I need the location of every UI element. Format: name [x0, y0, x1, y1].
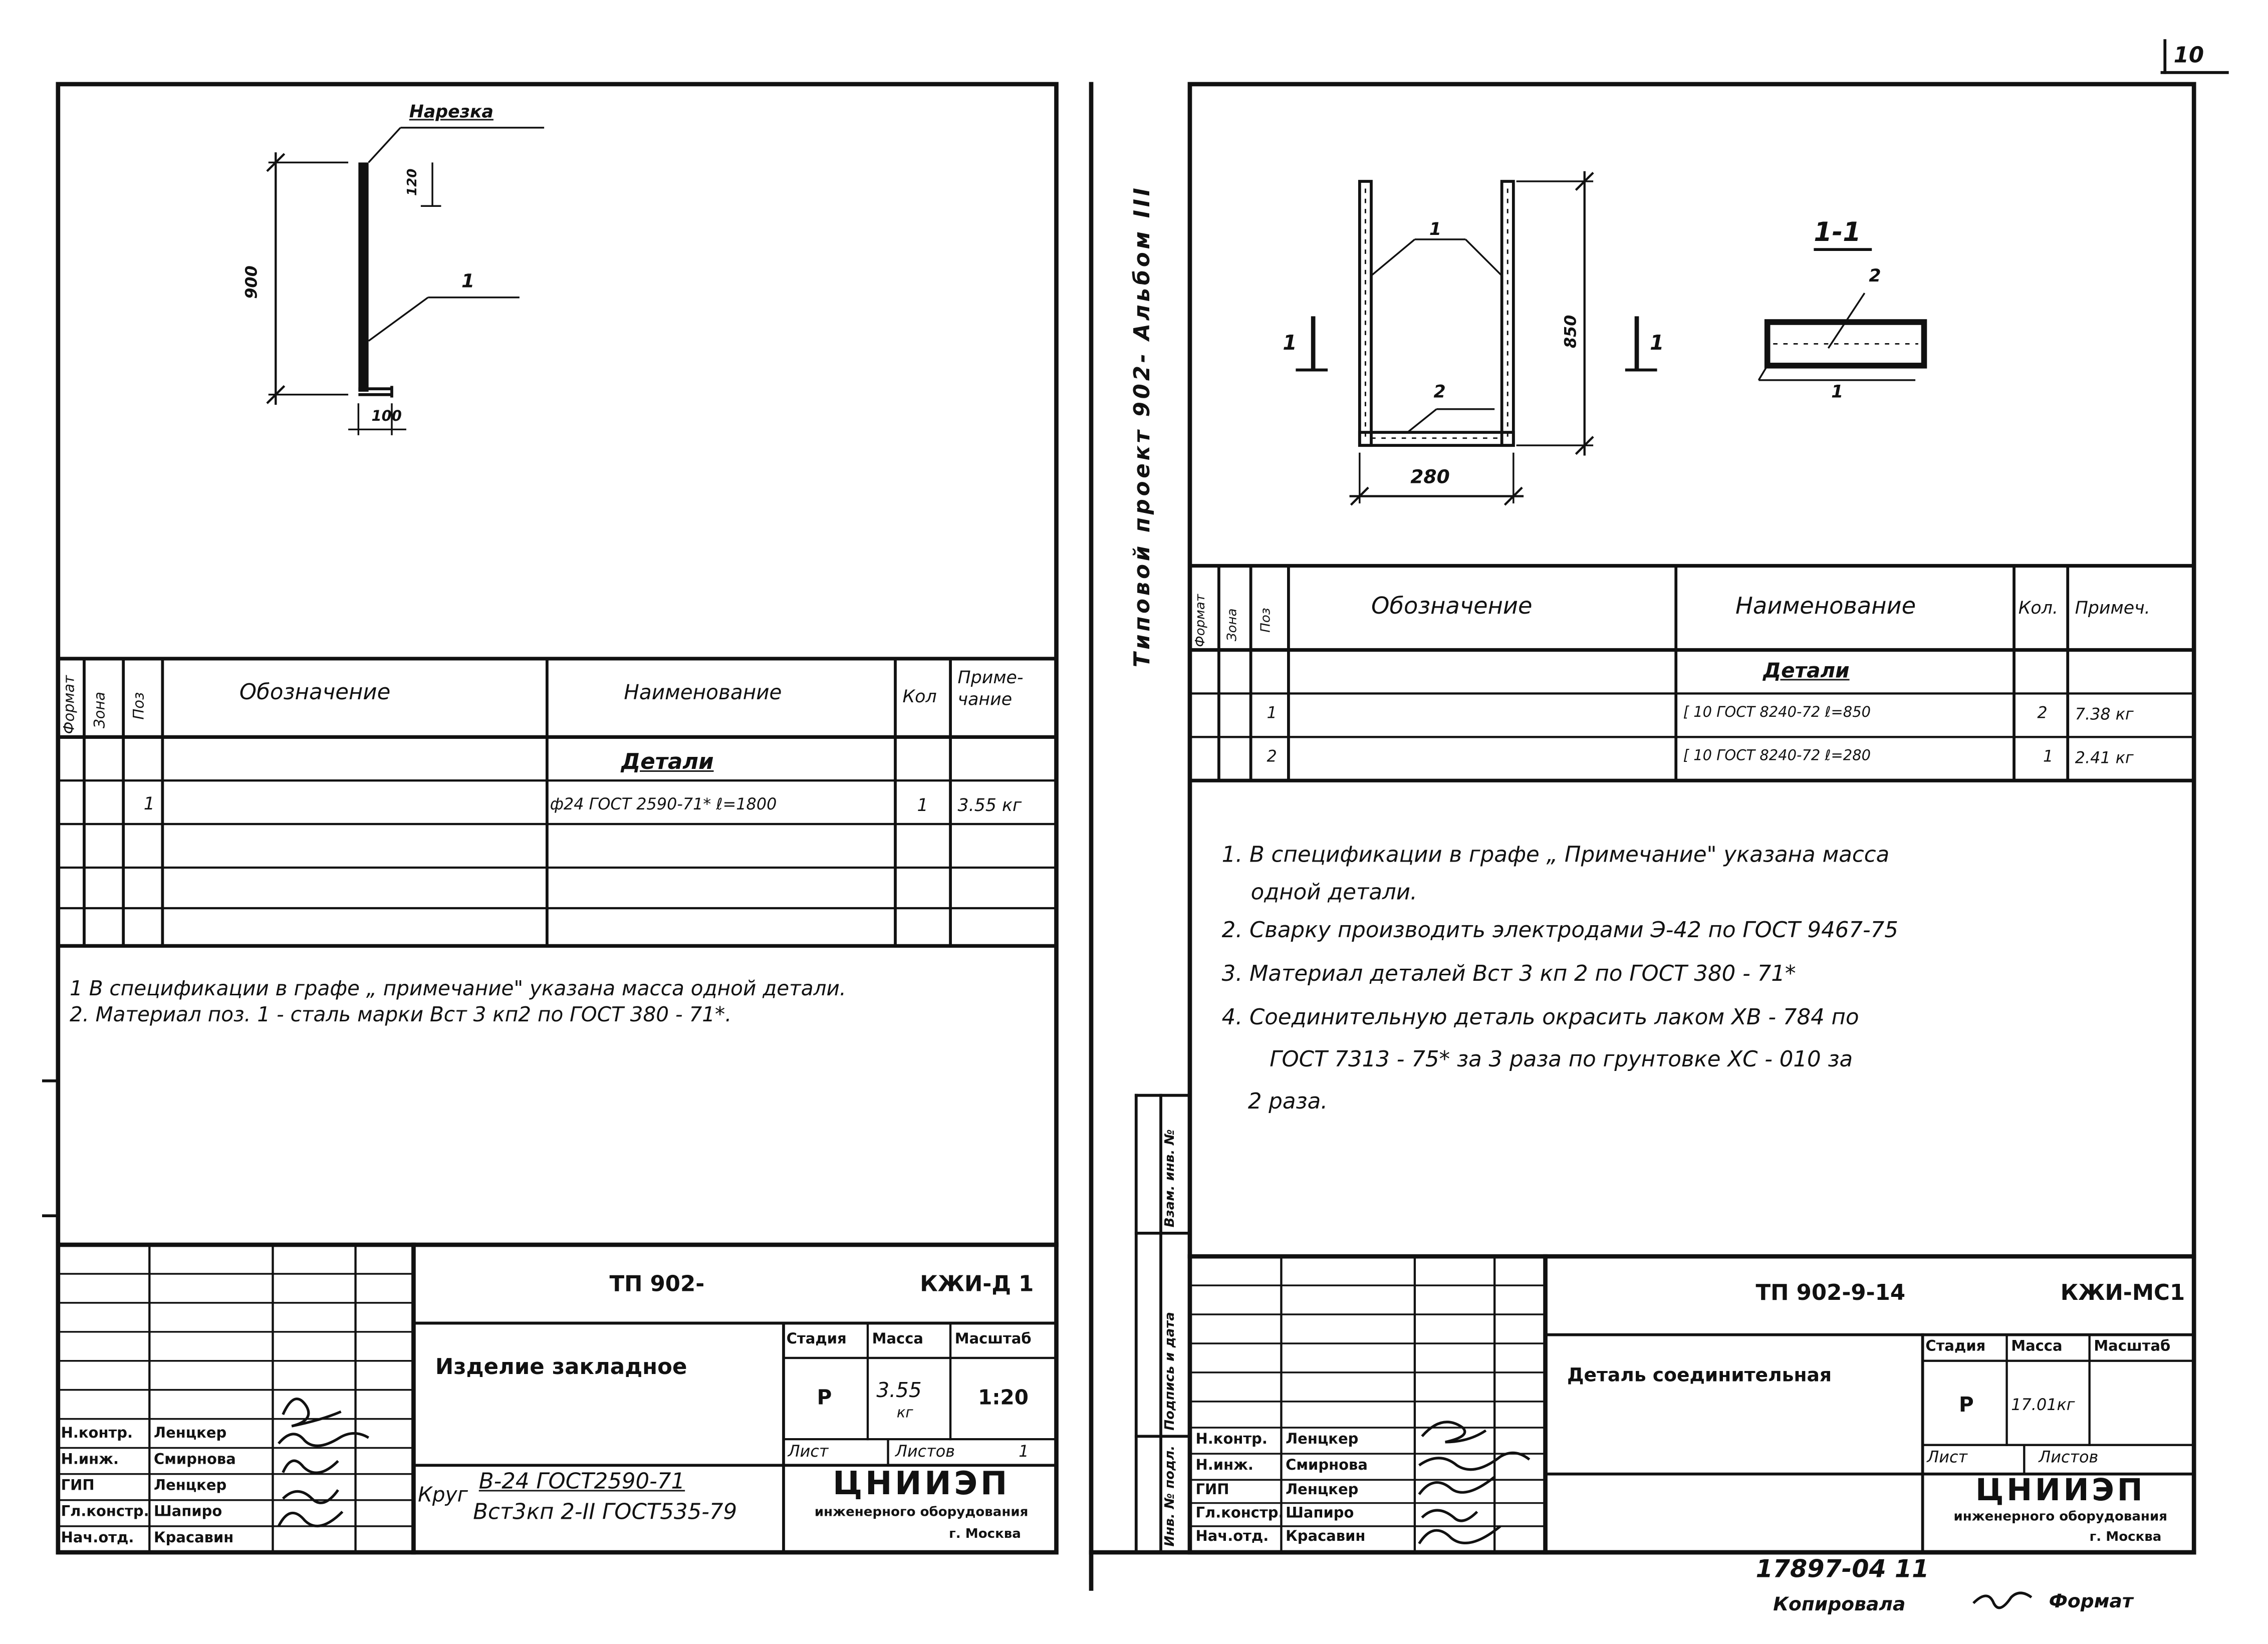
format-label: Формат	[2049, 1591, 2133, 1613]
right-col-zone: Зона	[1226, 608, 1241, 642]
left-leader-top: Нарезка	[409, 101, 494, 122]
right-cut-left: 1	[1283, 332, 1297, 356]
left-stamp-sheet: Лист	[788, 1442, 829, 1461]
side-inv-no: Инв. № подл.	[1163, 1445, 1178, 1547]
right-row-qty: 2	[2037, 703, 2048, 723]
left-section-title: Детали	[621, 748, 714, 775]
left-stamp-scale: 1:20	[978, 1387, 1029, 1411]
right-row-name: [ 10 ГОСТ 8240-72 ℓ=280	[1683, 748, 1871, 765]
right-row-note: 2.41 кг	[2075, 748, 2134, 768]
left-stamp-org: ЦНИИЭП	[833, 1467, 1011, 1503]
right-note-4-end: 2 раза.	[1247, 1088, 1328, 1115]
left-row-note: 3.55 кг	[957, 795, 1022, 815]
left-stamp-org-city: г. Москва	[949, 1527, 1021, 1542]
right-col-qty: Кол.	[2018, 598, 2058, 618]
left-note-1: 1 В спецификации в графе „ примечание" указана масса одной детали.	[70, 978, 846, 1001]
left-stamp-material-top: В-24 ГОСТ2590-71	[478, 1468, 685, 1495]
right-col-name: Наименование	[1735, 592, 1916, 620]
left-row-name: ф24 ГОСТ 2590-71* ℓ=1800	[550, 795, 777, 814]
right-col-pos: Поз	[1259, 608, 1274, 633]
right-section-title: Детали	[1763, 660, 1850, 684]
right-stamp-col-stage: Стадия	[1925, 1339, 1986, 1355]
left-part-drawing	[267, 128, 544, 435]
right-stamp-org: ЦНИИЭП	[1975, 1472, 2146, 1508]
right-leader-pos2: 2	[1433, 381, 1446, 402]
left-leader-pos: 1	[461, 271, 475, 294]
left-dim-bottom: 100	[371, 409, 402, 425]
right-stamp-sheets: Листов	[2039, 1448, 2099, 1467]
right-section-pos-bottom: 1	[1831, 381, 1844, 402]
right-col-format: Формат	[1194, 594, 1209, 647]
left-stamp-sheet-code: КЖИ-Д 1	[920, 1271, 1034, 1297]
right-col-designation: Обозначение	[1371, 592, 1533, 620]
bottom-code: 17897-04 11	[1755, 1555, 1929, 1584]
left-stamp-sheets-count: 1	[1019, 1442, 1029, 1461]
right-person-role: Н.контр.	[1195, 1432, 1268, 1448]
right-cut-right: 1	[1650, 332, 1664, 356]
right-row-name: [ 10 ГОСТ 8240-72 ℓ=850	[1683, 705, 1871, 721]
right-stamp-stage: Р	[1959, 1394, 1974, 1418]
left-col-pos: Поз	[132, 692, 148, 720]
right-stamp-org-city: г. Москва	[2089, 1530, 2162, 1545]
left-stamp-mass-unit: кг	[896, 1406, 913, 1422]
right-stamp-col-scale: Масштаб	[2094, 1339, 2171, 1355]
right-col-note: Примеч.	[2075, 598, 2150, 618]
right-stamp-sheet: Лист	[1927, 1448, 1968, 1467]
right-section-pos-top: 2	[1869, 265, 1881, 286]
left-stamp-sheets: Листов	[895, 1442, 955, 1461]
left-person-role: Н.инж.	[61, 1452, 119, 1469]
left-person-role: Н.контр.	[61, 1426, 133, 1442]
left-col-qty: Кол	[902, 686, 937, 707]
left-col-note: Приме-чание	[957, 667, 1024, 710]
right-stamp-sheet-code: КЖИ-МС1	[2060, 1279, 2185, 1306]
left-person-name: Ленцкер	[154, 1478, 227, 1495]
left-person-name: Красавин	[154, 1530, 234, 1547]
right-person-role: ГИП	[1195, 1483, 1229, 1499]
right-dim-height: 850	[1561, 315, 1581, 349]
right-person-role: Н.инж.	[1195, 1458, 1253, 1474]
left-stamp-title: Изделие закладное	[435, 1353, 687, 1380]
right-note-1-cont: одной детали.	[1250, 879, 1417, 906]
left-row-qty: 1	[917, 795, 928, 815]
right-row-qty: 1	[2043, 747, 2054, 766]
right-row-pos: 1	[1267, 703, 1277, 723]
left-col-designation: Обозначение	[239, 679, 391, 705]
left-dim-height: 900	[242, 265, 262, 299]
right-stamp-col-mass: Масса	[2011, 1339, 2063, 1355]
left-note-2: 2. Материал поз. 1 - сталь марки Вст 3 кп2 по ГОСТ 380 - 71*.	[70, 1004, 732, 1027]
sheet-number: 10	[2173, 42, 2204, 69]
left-person-name: Смирнова	[154, 1452, 236, 1469]
right-person-role: Гл.констр.	[1195, 1506, 1284, 1522]
right-person-name: Красавин	[1286, 1529, 1366, 1545]
right-stamp-mass: 17.01кг	[2011, 1396, 2075, 1415]
right-stamp-org-sub: инженерного оборудования	[1953, 1510, 2167, 1525]
right-leader-pos1: 1	[1429, 219, 1442, 239]
left-col-zone: Зона	[93, 691, 109, 728]
right-note-4-cont: ГОСТ 7313 - 75* за 3 раза по грунтовке ХС - 010 за	[1270, 1046, 1853, 1072]
left-stamp-col-mass: Масса	[872, 1331, 923, 1348]
right-section-label: 1-1	[1814, 217, 1861, 248]
left-row-pos: 1	[143, 793, 155, 814]
left-stamp-col-scale: Масштаб	[954, 1331, 1032, 1348]
left-col-format: Формат	[62, 675, 79, 734]
right-note-4: 4. Соединительную деталь окрасить лаком ХВ - 784 по	[1221, 1004, 1859, 1030]
right-note-1: 1. В спецификации в графе „ Примечание" указана масса	[1221, 841, 1890, 868]
right-person-name: Смирнова	[1286, 1458, 1368, 1474]
right-person-name: Шапиро	[1286, 1506, 1354, 1522]
right-person-name: Ленцкер	[1286, 1483, 1359, 1499]
copied-label: Копировала	[1773, 1594, 1906, 1616]
left-dim-thread: 120	[406, 168, 421, 196]
left-col-name: Наименование	[624, 682, 782, 705]
left-stamp-material-bottom: Вст3кп 2-II ГОСТ535-79	[473, 1498, 737, 1525]
right-dim-width: 280	[1410, 467, 1450, 489]
left-person-name: Шапиро	[154, 1504, 222, 1521]
left-stamp-mass: 3.55	[876, 1380, 922, 1403]
right-note-2: 2. Сварку производить электродами Э-42 по ГОСТ 9467-75	[1221, 917, 1898, 943]
right-row-note: 7.38 кг	[2075, 705, 2134, 724]
right-stamp-code: ТП 902-9-14	[1755, 1279, 1906, 1306]
left-stamp-org-sub: инженерного оборудования	[814, 1506, 1029, 1521]
right-note-3: 3. Материал деталей Вст 3 кп 2 по ГОСТ 380 - 71*	[1221, 960, 1796, 987]
left-person-role: ГИП	[61, 1478, 95, 1495]
side-sign-date: Подпись и дата	[1163, 1311, 1178, 1431]
left-stamp-code: ТП 902-	[609, 1271, 705, 1297]
left-person-role: Нач.отд.	[61, 1530, 134, 1547]
left-person-name: Ленцкер	[154, 1426, 227, 1442]
right-person-name: Ленцкер	[1286, 1432, 1359, 1448]
left-person-role: Гл.констр.	[61, 1504, 149, 1521]
left-stamp-stage: Р	[817, 1387, 832, 1411]
left-stamp-material-label: Круг	[418, 1484, 468, 1508]
side-replace: Взам. инв. №	[1163, 1129, 1178, 1228]
right-row-pos: 2	[1267, 747, 1277, 766]
album-stamp: Типовой проект 902- Альбом III	[1129, 185, 1155, 668]
right-person-role: Нач.отд.	[1195, 1529, 1269, 1545]
right-stamp-title: Деталь соединительная	[1567, 1365, 1832, 1387]
left-stamp-col-stage: Стадия	[786, 1331, 847, 1348]
